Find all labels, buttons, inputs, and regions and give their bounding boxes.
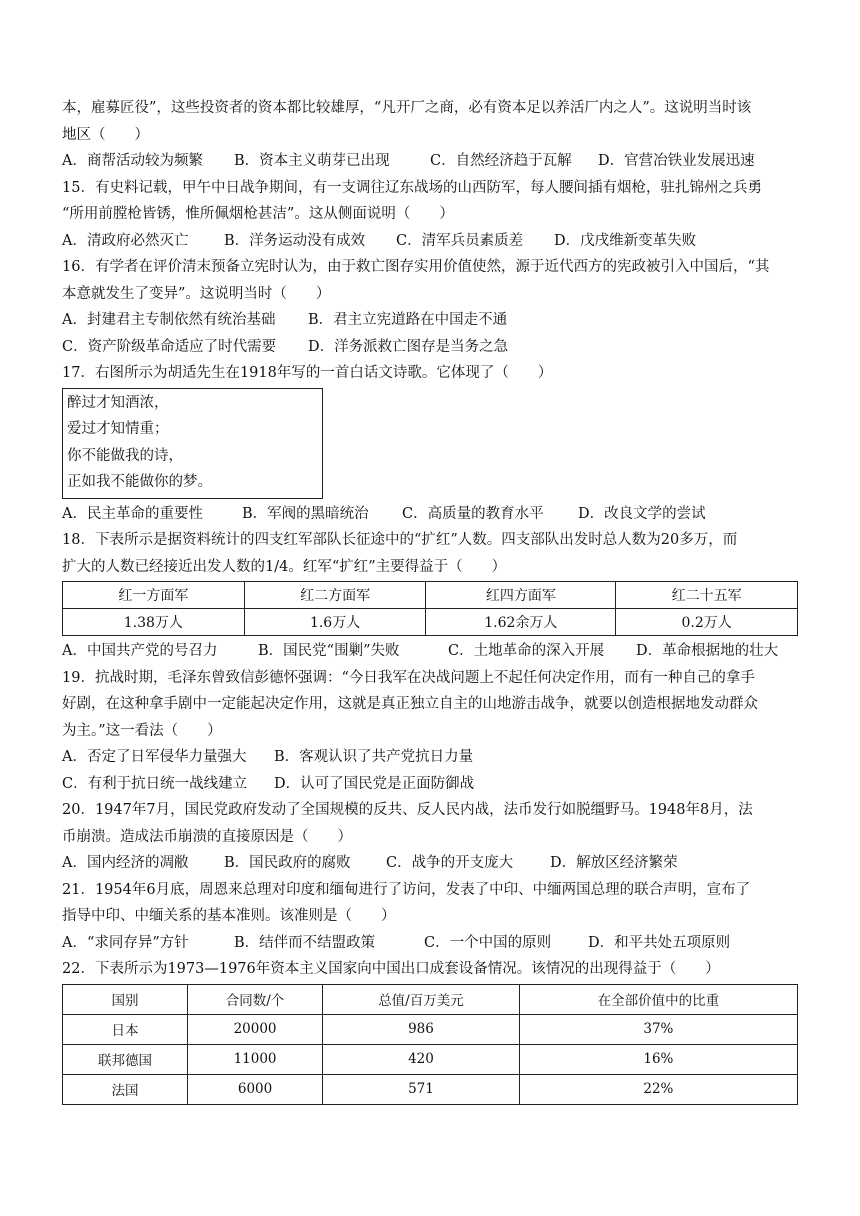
exam-page bbox=[62, 95, 800, 1107]
table-cell: 日本 bbox=[63, 1014, 188, 1044]
q15-option-a: A．清政府必然灭亡 bbox=[62, 232, 189, 249]
table-cell: 总值/百万美元 bbox=[323, 984, 520, 1014]
table-cell: 6000 bbox=[187, 1074, 322, 1104]
q17-option-c: C．高质量的教育水平 bbox=[402, 505, 544, 522]
q21-option-c: C．一个中国的原则 bbox=[424, 934, 552, 951]
q15-stem-line2: “所用前膛枪皆锈，惟所佩烟枪甚洁”。这从侧面说明（ ） bbox=[62, 206, 454, 222]
table-cell: 20000 bbox=[187, 1014, 322, 1044]
table-cell: 1.62余万人 bbox=[426, 609, 616, 636]
q21-option-b: B．结伴而不结盟政策 bbox=[234, 934, 376, 951]
q17-options bbox=[62, 501, 800, 528]
table-row bbox=[63, 1014, 798, 1044]
q18-option-c: C．土地革命的深入开展 bbox=[448, 643, 605, 659]
poem-line: 正如我不能做你的梦。 bbox=[67, 474, 212, 490]
table-cell: 1.6万人 bbox=[244, 609, 426, 636]
q15-option-c: C．清军兵员素质差 bbox=[396, 232, 524, 249]
q14-option-d: D．官营冶铁业发展迅速 bbox=[598, 153, 755, 169]
q17-stem-line1: 17．右图所示为胡适先生在1918年写的一首白话文诗歌。它体现了（ ） bbox=[62, 365, 553, 381]
q18-option-d: D．革命根据地的壮大 bbox=[636, 643, 779, 659]
q21-option-d: D．和平共处五项原则 bbox=[588, 934, 731, 951]
table-cell: 联邦德国 bbox=[63, 1044, 188, 1074]
q21-option-a: A．“求同存异”方针 bbox=[62, 934, 189, 951]
table-row bbox=[63, 1044, 798, 1074]
q21-stem-line1: 21．1954年6月底，周恩来总理对印度和缅甸进行了访问，发表了中印、中缅两国总理的联合声明，宣布了 bbox=[62, 881, 751, 898]
table-cell: 22% bbox=[519, 1074, 797, 1104]
table-header-row bbox=[63, 582, 798, 609]
q19-option-a: A．否定了日军侵华力量强大 bbox=[62, 749, 247, 765]
table-cell: 国别 bbox=[63, 984, 188, 1014]
q19-stem-line3: 为主。”这一看法（ ） bbox=[62, 722, 222, 739]
q14-stem-line1: 本，雇募匠役”，这些投资者的资本都比较雄厚，“凡开厂之商，必有资本足以养活厂内之人”。这说明当时该 bbox=[62, 100, 752, 116]
q16-option-a: A．封建君主专制依然有统治基础 bbox=[62, 312, 276, 328]
q17-poem-box bbox=[62, 388, 323, 499]
q16-option-d: D．洋务派救亡图存是当务之急 bbox=[308, 338, 509, 355]
q19-stem-line1: 19．抗战时期，毛泽东曾致信彭德怀强调：“今日我军在决战问题上不起任何决定作用，而有一种自己的拿手 bbox=[62, 669, 755, 686]
q15-stem-line1: 15．有史料记载，甲午中日战争期间，有一支调往辽东战场的山西防军，每人腰间插有烟枪，驻扎锦州之兵勇 bbox=[62, 179, 762, 196]
q19-stem-line2: 好剧，在这种拿手剧中一定能起决定作用，这就是真正独立自主的山地游击战争，就要以创造根据地发动群众 bbox=[62, 696, 758, 712]
q16-stem-line1: 16．有学者在评价清末预备立宪时认为，由于救亡图存实用价值使然，源于近代西方的宪政被引入中国后，“其 bbox=[62, 259, 770, 275]
table-row bbox=[63, 609, 798, 636]
table-row bbox=[63, 1074, 798, 1104]
q17-option-d: D．改良文学的尝试 bbox=[578, 505, 706, 522]
q14-option-b: B．资本主义萌芽已出现 bbox=[234, 153, 390, 169]
q18-option-a: A．中国共产党的号召力 bbox=[62, 643, 218, 659]
q19-option-c: C．有利于抗日统一战线建立 bbox=[62, 775, 248, 792]
q19-options-row1 bbox=[62, 744, 800, 771]
q19-option-d: D．认可了国民党是正面防御战 bbox=[274, 775, 475, 792]
table-cell: 红二方面军 bbox=[244, 582, 426, 609]
q22-table bbox=[62, 984, 798, 1105]
q16-stem-line2: 本意就发生了变异”。这说明当时（ ） bbox=[62, 285, 331, 302]
table-header-row bbox=[63, 984, 798, 1014]
table-cell: 986 bbox=[323, 1014, 520, 1044]
table-cell: 420 bbox=[323, 1044, 520, 1074]
table-cell: 571 bbox=[323, 1074, 520, 1104]
q20-option-d: D．解放区经济繁荣 bbox=[550, 855, 678, 871]
q19-option-b: B．客观认识了共产党抗日力量 bbox=[274, 749, 474, 765]
table-cell: 法国 bbox=[63, 1074, 188, 1104]
table-cell: 在全部价值中的比重 bbox=[519, 984, 797, 1014]
table-cell: 0.2万人 bbox=[616, 609, 798, 636]
q20-option-b: B．国民政府的腐败 bbox=[224, 855, 351, 871]
q20-stem-line1: 20．1947年7月，国民党政府发动了全国规模的反共、反人民内战，法币发行如脱缰野马。1948年8月，法 bbox=[62, 802, 753, 818]
q16-option-b: B．君主立宪道路在中国走不通 bbox=[308, 312, 508, 328]
q15-option-b: B．洋务运动没有成效 bbox=[224, 232, 366, 249]
q22-stem-line1: 22．下表所示为1973—1976年资本主义国家向中国出口成套设备情况。该情况的出现得益于（ ） bbox=[62, 961, 720, 977]
q14-stem-line2: 地区（ ） bbox=[62, 126, 149, 143]
q15-option-d: D．戊戌维新变革失败 bbox=[554, 232, 697, 249]
table-cell: 1.38万人 bbox=[63, 609, 245, 636]
q15-options bbox=[62, 228, 800, 255]
q18-table bbox=[62, 581, 798, 636]
q16-option-c: C．资产阶级革命适应了时代需要 bbox=[62, 338, 277, 355]
table-cell: 11000 bbox=[187, 1044, 322, 1074]
q16-options-row2 bbox=[62, 334, 800, 361]
q19-options-row2 bbox=[62, 771, 800, 798]
q18-options bbox=[62, 638, 800, 665]
poem-line: 醉过才知酒浓， bbox=[67, 394, 169, 411]
poem-line: 爱过才知情重； bbox=[67, 421, 169, 437]
q14-options bbox=[62, 148, 800, 175]
table-cell: 16% bbox=[519, 1044, 797, 1074]
q21-options bbox=[62, 930, 800, 957]
q18-option-b: B．国民党“围剿”失败 bbox=[258, 643, 400, 659]
q20-options bbox=[62, 850, 800, 877]
q16-options-row1 bbox=[62, 307, 800, 334]
q18-stem-line1: 18．下表所示是据资料统计的四支红军部队长征途中的“扩红”人数。四支部队出发时总人数为20多万，而 bbox=[62, 532, 738, 548]
poem-line: 你不能做我的诗， bbox=[67, 447, 183, 464]
table-cell: 合同数/个 bbox=[187, 984, 322, 1014]
q17-option-b: B．军阀的黑暗统治 bbox=[242, 505, 369, 522]
table-cell: 红一方面军 bbox=[63, 582, 245, 609]
q14-option-c: C．自然经济趋于瓦解 bbox=[430, 153, 572, 169]
table-cell: 37% bbox=[519, 1014, 797, 1044]
table-cell: 红二十五军 bbox=[616, 582, 798, 609]
q20-option-c: C．战争的开支庞大 bbox=[386, 855, 514, 871]
table-cell: 红四方面军 bbox=[426, 582, 616, 609]
q14-option-a: A．商帮活动较为频繁 bbox=[62, 153, 203, 169]
q17-option-a: A．民主革命的重要性 bbox=[62, 505, 203, 522]
q21-stem-line2: 指导中印、中缅关系的基本准则。该准则是（ ） bbox=[62, 908, 396, 924]
q20-option-a: A．国内经济的凋敝 bbox=[62, 855, 189, 871]
q20-stem-line2: 币崩溃。造成法币崩溃的直接原因是（ ） bbox=[62, 828, 352, 845]
q18-stem-line2: 扩大的人数已经接近出发人数的1/4。红军“扩红”主要得益于（ ） bbox=[62, 558, 507, 575]
